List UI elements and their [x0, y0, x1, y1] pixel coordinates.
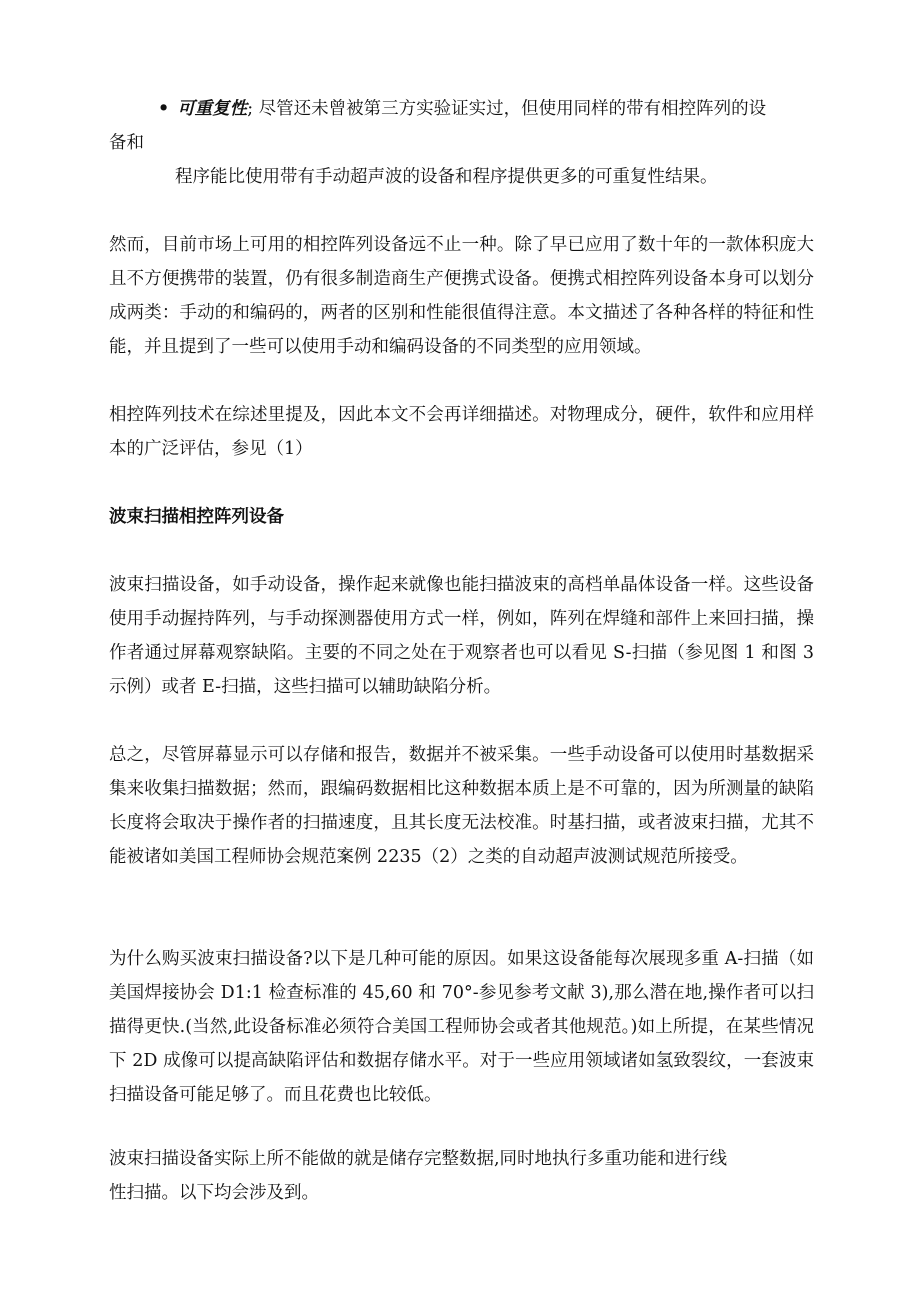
paragraph-technology-reference: 相控阵列技术在综述里提及，因此本文不会再详细描述。对物理成分，硬件，软件和应用样本的广泛评估，参见（1） [109, 405, 814, 459]
bullet-text-continuation: 程序能比使用带有手动超声波的设备和程序提供更多的可重复性结果。 [175, 167, 718, 187]
bullet-text: ; 尽管还未曾被第三方实验证实过，但使用同样的带有相控阵列的设 [247, 99, 767, 119]
paragraph-beam-scan-devices: 波束扫描设备，如手动设备，操作起来就像也能扫描波束的高档单晶体设备一样。这些设备使用手动握持阵列，与手动探测器使用方式一样，例如，阵列在焊缝和部件上来回扫描，操作者通过屏幕观察缺陷。主要的不同之处在于观察者也可以看见 S-扫描（参见图 1 和图 3 示例）或者 E-扫描，这些扫描可以辅助缺陷分析。 [109, 575, 814, 697]
bullet-item-repeatability [158, 94, 766, 124]
paragraph-limitations-line2: 性扫描。以下均会涉及到。 [109, 1183, 319, 1203]
paragraph-why-buy: 为什么购买波束扫描设备?以下是几种可能的原因。如果这设备能每次展现多重 A-扫描（如美国焊接协会 D1:1 检查标准的 45,60 和 70°-参见参考文献 3),那么潜在地,操作者可以扫描得更快.(当然,此设备标准必须符合美国工程师协会或者其他规范。)如上所提，在某些情况下 2D 成像可以提高缺陷评估和数据存储水平。对于一些应用领域诸如氢致裂纹，一套波束扫描设备可能足够了。而且花费也比较低。 [109, 949, 814, 1105]
bullet-term: 可重复性 [177, 99, 248, 119]
bullet-marker: • [158, 99, 170, 119]
bullet-text-wrap: 备和 [109, 133, 144, 153]
paragraph-data-collection: 总之，尽管屏幕显示可以存储和报告，数据并不被采集。一些手动设备可以使用时基数据采集来收集扫描数据；然而，跟编码数据相比这种数据本质上是不可靠的，因为所测量的缺陷长度将会取决于操作者的扫描速度，且其长度无法校准。时基扫描，或者波束扫描，尤其不能被诸如美国工程师协会规范案例 2235（2）之类的自动超声波测试规范所接受。 [109, 745, 814, 867]
section-heading: 波束扫描相控阵列设备 [109, 507, 284, 527]
paragraph-market-overview: 然而，目前市场上可用的相控阵列设备远不止一种。除了早已应用了数十年的一款体积庞大且不方便携带的装置，仍有很多制造商生产便携式设备。便携式相控阵列设备本身可以划分成两类：手动的和编码的，两者的区别和性能很值得注意。本文描述了各种各样的特征和性能，并且提到了一些可以使用手动和编码设备的不同类型的应用领域。 [109, 235, 814, 357]
paragraph-limitations-line1: 波束扫描设备实际上所不能做的就是储存完整数据,同时地执行多重功能和进行线 [109, 1149, 728, 1169]
